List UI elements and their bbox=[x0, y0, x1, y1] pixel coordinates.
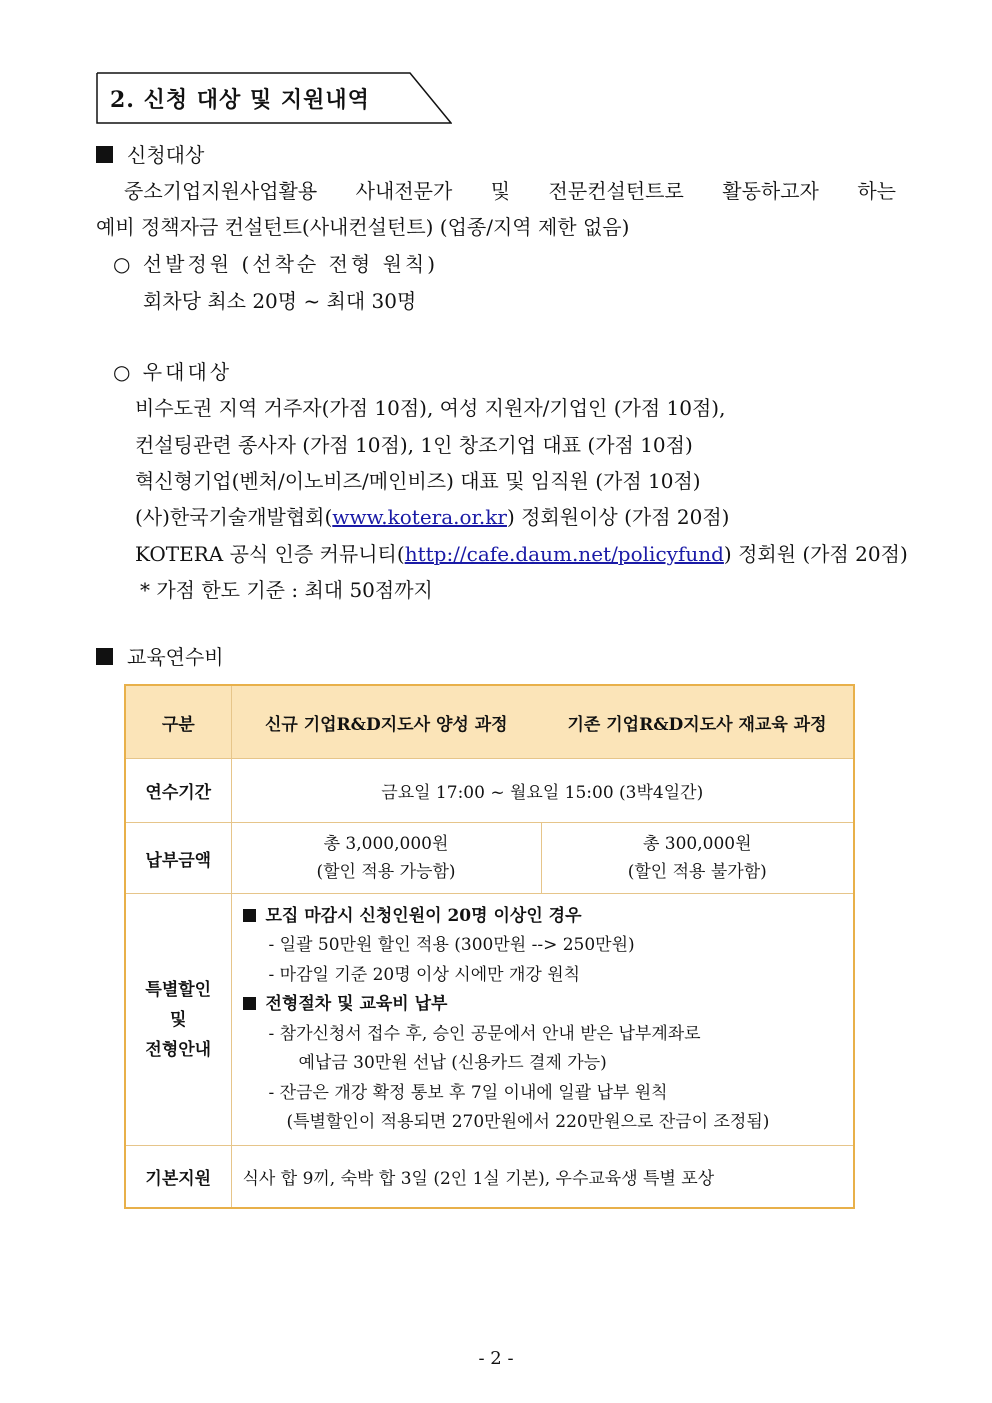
preference-item-kotera bbox=[135, 501, 729, 530]
applicants-heading: 신청대상 bbox=[127, 143, 205, 167]
table-row-payment bbox=[125, 823, 854, 894]
square-bullet-icon bbox=[96, 146, 113, 163]
discount-label-line-3: 전형안내 bbox=[145, 1039, 212, 1060]
table-header-row bbox=[125, 685, 854, 759]
discount-line-5: - 잔금은 개강 확정 통보 후 7일 이내에 일괄 납부 원칙 bbox=[268, 1082, 668, 1103]
square-bullet-icon bbox=[96, 648, 113, 665]
discount-heading-1-text: 모집 마감시 신청인원이 20명 이상인 경우 bbox=[265, 905, 582, 926]
cafe-suffix: ) 정회원 (가점 20점) bbox=[723, 542, 908, 566]
discount-line-2: - 마감일 기준 20명 이상 시에만 개강 원칙 bbox=[268, 964, 581, 985]
square-bullet-icon bbox=[243, 909, 256, 922]
cafe-link[interactable]: http://cafe.daum.net/policyfund bbox=[404, 542, 724, 566]
applicants-line-2: 예비 정책자금 컨설턴트(사내컨설턴트) (업종/지역 제한 없음) bbox=[96, 215, 630, 239]
payment-old-note: (할인 적용 불가함) bbox=[627, 862, 767, 882]
fees-table bbox=[124, 684, 855, 1209]
payment-old-cell bbox=[541, 823, 854, 894]
applicants-line-1: 중소기업지원사업활용 사내전문가 및 전문컨설턴트로 활동하고자 하는 bbox=[124, 179, 896, 203]
table-row-discount bbox=[125, 894, 854, 1146]
header-existing-course: 기존 기업R&D지도사 재교육 과정 bbox=[541, 685, 854, 759]
basic-support-value: 식사 합 9끼, 숙박 합 3일 (2인 1실 기본), 우수교육생 특별 포상 bbox=[231, 1146, 854, 1208]
kotera-suffix: ) 정회원이상 (가점 20점) bbox=[506, 505, 730, 529]
payment-new-amount: 총 3,000,000원 bbox=[323, 834, 449, 854]
discount-label-cell bbox=[125, 894, 231, 1146]
discount-heading-2 bbox=[243, 990, 854, 1020]
section-heading-box bbox=[96, 72, 452, 124]
section-title: 2. 신청 대상 및 지원내역 bbox=[110, 87, 370, 113]
kotera-link[interactable]: www.kotera.or.kr bbox=[332, 505, 507, 529]
preference-item-3: 혁신형기업(벤처/이노비즈/메인비즈) 대표 및 임직원 (가점 10점) bbox=[135, 469, 701, 493]
preference-item-1: 비수도권 지역 거주자(가점 10점), 여성 지원자/기업인 (가점 10점), bbox=[135, 396, 726, 420]
discount-label-line-1: 특별할인 bbox=[145, 979, 212, 1000]
header-new-course: 신규 기업R&D지도사 양성 과정 bbox=[231, 685, 541, 759]
fees-heading: 교육연수비 bbox=[127, 645, 224, 669]
discount-line-4: 예납금 30만원 선납 (신용카드 결제 가능) bbox=[298, 1053, 607, 1073]
preference-item-cafe bbox=[135, 538, 908, 567]
period-value: 금요일 17:00 ~ 월요일 15:00 (3박4일간) bbox=[231, 759, 854, 823]
preference-item-2: 컨설팅관련 종사자 (가점 10점), 1인 창조기업 대표 (가점 10점) bbox=[135, 433, 693, 457]
discount-label-line-2: 및 bbox=[170, 1009, 187, 1030]
discount-line-1: - 일괄 50만원 할인 적용 (300만원 --> 250만원) bbox=[268, 935, 635, 955]
table-row-period bbox=[125, 759, 854, 823]
preference-note: * 가점 한도 기준 : 최대 50점까지 bbox=[140, 578, 433, 602]
applicants-heading-row bbox=[96, 139, 204, 168]
fees-heading-row bbox=[96, 641, 224, 670]
payment-new-cell bbox=[231, 823, 541, 894]
preference-heading: ○ 우대대상 bbox=[113, 360, 233, 384]
discount-heading-2-text: 전형절차 및 교육비 납부 bbox=[265, 994, 448, 1014]
payment-label: 납부금액 bbox=[125, 823, 231, 894]
discount-heading-1 bbox=[243, 902, 854, 932]
payment-old-amount: 총 300,000원 bbox=[642, 834, 752, 854]
header-category: 구분 bbox=[125, 685, 231, 759]
payment-new-note: (할인 적용 가능함) bbox=[316, 862, 456, 882]
quota-text: 회차당 최소 20명 ~ 최대 30명 bbox=[143, 289, 417, 313]
square-bullet-icon bbox=[243, 997, 256, 1010]
discount-line-3: - 참가신청서 접수 후, 승인 공문에서 안내 받은 납부계좌로 bbox=[268, 1023, 701, 1044]
table-row-basic-support bbox=[125, 1146, 854, 1208]
period-label: 연수기간 bbox=[125, 759, 231, 823]
discount-details-cell bbox=[231, 894, 854, 1146]
quota-heading: ○ 선발정원 (선착순 전형 원칙) bbox=[113, 252, 439, 276]
discount-line-6: (특별할인이 적용되면 270만원에서 220만원으로 잔금이 조정됨) bbox=[286, 1112, 770, 1132]
basic-support-label: 기본지원 bbox=[125, 1146, 231, 1208]
page-number: - 2 - bbox=[478, 1348, 514, 1369]
cafe-prefix: KOTERA 공식 인증 커뮤니티( bbox=[135, 542, 405, 566]
kotera-prefix: (사)한국기술개발협회( bbox=[135, 505, 333, 529]
